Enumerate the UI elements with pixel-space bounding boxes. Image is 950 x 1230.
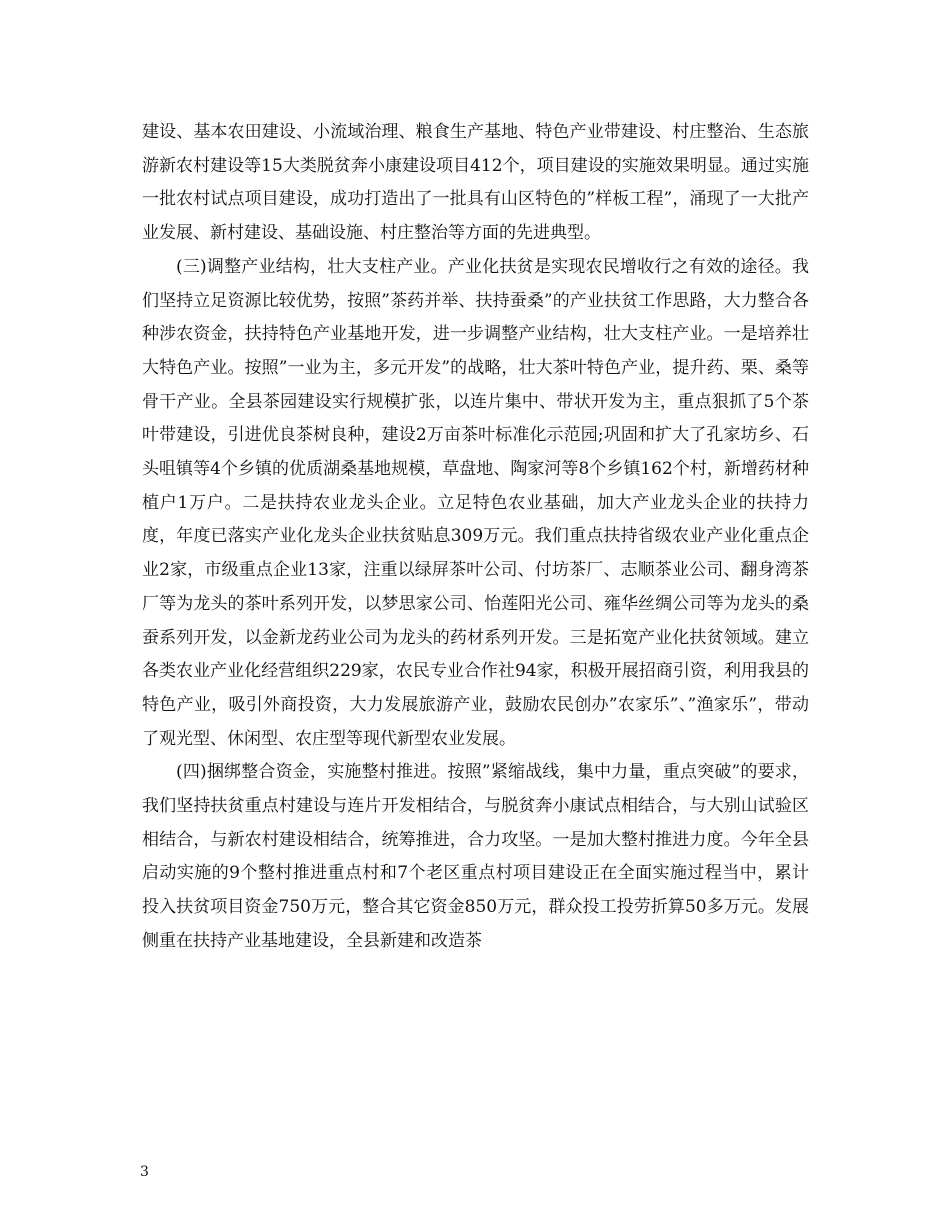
text-line: 建设、基本农田建设、小流域治理、粮食生产基地、特色产业带建设、村庄整治、 bbox=[142, 122, 758, 142]
text-line: 生态旅游新农村建设等15大类脱贫奔小康建设项目412个，项目建设的实施效果 bbox=[142, 122, 810, 176]
text-line: 规模，草盘地、陶家河等8个乡镇162个村，新增药材种植户1万户。二是扶持农 bbox=[142, 459, 809, 513]
text-line: 为龙头的茶叶系列开发，以梦思家公司、怡莲阳光公司、雍华丝绸公司等为龙头的 bbox=[176, 593, 793, 614]
text-line: 明显。通过实施一批农村试点项目建设，成功打造出了一批具有山区特色的”样板 bbox=[142, 155, 809, 210]
paragraph-1 bbox=[142, 116, 809, 251]
text-line: 型。 bbox=[567, 223, 601, 244]
text-line: 茶叶标准化示范园;巩固和扩大了孔家坊乡、石头咀镇等4个乡镇的优质湖桑基地 bbox=[142, 425, 809, 480]
paragraph-2 bbox=[142, 251, 809, 757]
text-line: 引资，利用我县的特色产业，吸引外商投资，大力发展旅游产业，鼓励农民创办” bbox=[142, 661, 809, 715]
text-line: 径。我们坚持立足资源比较优势，按照”茶药并举、扶持蚕桑”的产业扶贫工作思 bbox=[142, 256, 810, 311]
text-line: 业龙头企业。立足特色农业基础，加大产业龙头企业的扶持力度，年度已落实产业 bbox=[142, 492, 809, 547]
text-line: 正在全面实施过程当中，累计投入扶贫项目资金750万元，整合其它资金850万元， bbox=[142, 863, 809, 918]
document-body bbox=[142, 116, 809, 959]
text-line: (三)调整产业结构，壮大支柱产业。产业化扶贫是实现农民增收行之有效的途 bbox=[176, 256, 758, 277]
text-line: 群众投工投劳折算50多万元。发展侧重在扶持产业基地建设，全县新建和改造茶 bbox=[142, 897, 809, 951]
text-line: 与大别山试验区相结合，与新农村建设相结合，统筹推进，合力攻坚。一是加大整 bbox=[142, 796, 810, 850]
text-line: 农家乐”、”渔家乐”，带动了观光型、休闲型、农庄型等现代新型农业发展。 bbox=[142, 694, 809, 749]
text-line: 路，大力整合各种涉农资金，扶持特色产业基地开发，进一步调整产业结构，壮大 bbox=[142, 290, 809, 345]
text-line: (四)捆绑整合资金，实施整村推进。按照”紧缩战线，集中力量，重点突破” bbox=[176, 762, 741, 783]
text-line: 化龙头企业扶贫贴息309万元。我们重点扶持省级农业产业化重点企业2家，市级 bbox=[142, 526, 810, 581]
text-line: 叶特色产业，提升药、栗、桑等骨干产业。全县茶园建设实行规模扩张，以连片集 bbox=[142, 357, 809, 412]
text-line: 工程”，涌现了一大批产业发展、新村建设、基础设施、村庄整治等方面的先进典 bbox=[142, 189, 809, 244]
text-line: 村推进力度。今年全县启动实施的9个整村推进重点村和7个老区重点村项目建设 bbox=[142, 829, 810, 884]
page-number: 3 bbox=[140, 1164, 149, 1180]
text-line: 重点企业13家，注重以绿屏茶叶公司、付坊茶厂、志顺茶业公司、翻身湾茶厂等 bbox=[142, 560, 809, 614]
text-line: 中、带状开发为主，重点狠抓了5个茶叶带建设，引进优良茶树良种，建设2万亩 bbox=[142, 391, 809, 446]
paragraph-3 bbox=[142, 756, 809, 958]
text-line: 域。建立各类农业产业化经营组织229家，农民专业合作社94家，积极开展招商 bbox=[142, 627, 810, 682]
text-line: 桑蚕系列开发，以金新龙药业公司为龙头的药材系列开发。三是拓宽产业化扶贫领 bbox=[142, 593, 810, 648]
text-line: 支柱产业。一是培养壮大特色产业。按照”一业为主，多元开发”的战略，壮大茶 bbox=[142, 324, 810, 378]
text-line: 的要求，我们坚持扶贫重点村建设与连片开发相结合，与脱贫奔小康试点相结合， bbox=[142, 762, 809, 817]
